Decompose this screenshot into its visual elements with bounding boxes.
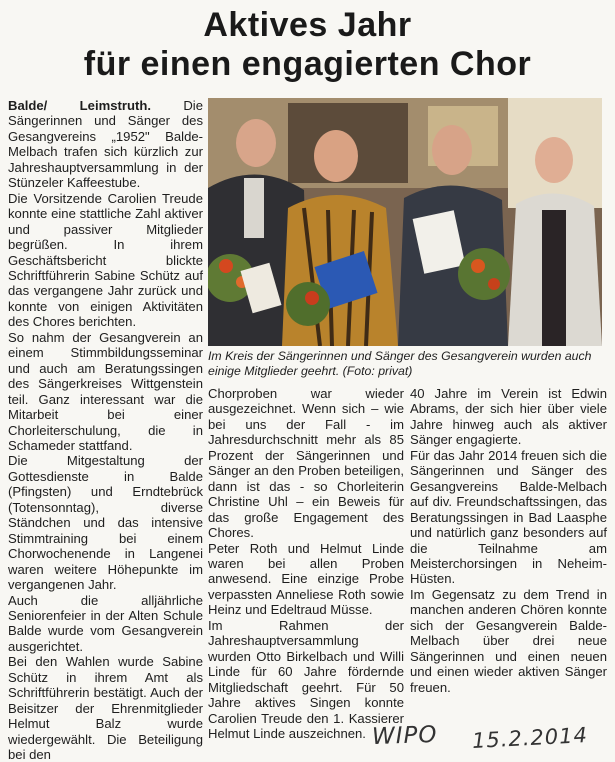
paragraph: Bei den Wahlen wurde Sabine Schütz in ihrem Amt als Schriftführerin bestätigt. Auch der Beisitzer der Ehrenmitglieder Helmut Balz wurde wiedergewählt. Die Beteiligung bei den xyxy=(8,654,203,762)
headline-line-1: Aktives Jahr xyxy=(203,6,412,44)
paragraph: So nahm der Gesangverein an einem Stimmbildungsseminar und auch am Beratungssingen des Sängerkreises Wittgenstein teil. Ganz interessant war die Mitarbeit bei einer Chorleiterschulung, die in Schameder stattfand. xyxy=(8,329,203,453)
article-column-1 xyxy=(8,98,203,762)
paragraph: Balde/ Leimstruth. Die Sängerinnen und Sänger des Gesangvereins „1952" Balde-Melbach trafen sich kürzlich zur Jahreshauptversammlung in der Stünzeler Kaffeestube. xyxy=(8,98,203,191)
paragraph: Peter Roth und Helmut Linde waren bei allen Proben anwesend. Eine einzige Probe verpassten Anneliese Roth sowie Heinz und Edeltraud Müsse. xyxy=(208,540,404,618)
paragraph: 40 Jahre im Verein ist Edwin Abrams, der sich hier über viele Jahre hinweg auch als aktiver Sänger engagierte. xyxy=(410,386,607,448)
paragraph: Im Rahmen der Jahreshauptversammlung wurden Otto Birkelbach und Willi Linde für 60 Jahre fördernde Mitgliedschaft geehrt. Für 50 Jahre aktives Singen konnte Carolien Treude den 1. Kassierer Helmut Linde auszeichnen. xyxy=(208,617,404,741)
headline xyxy=(0,6,615,84)
paragraph: Die Mitgestaltung der Gottesdienste in Balde (Pfingsten) und Erndtebrück (Totensonntag), diverse Ständchen und das intensive Stimmtraining bei einem Chorwochenende in Langenei waren weitere Höhepunkte im vergangenen Jahr. xyxy=(8,453,203,593)
handwritten-source: WIPO xyxy=(371,721,438,751)
headline-line-2: für einen engagierten Chor xyxy=(83,45,532,83)
article-column-3 xyxy=(410,386,607,695)
group-photo xyxy=(208,98,602,346)
paragraph: Die Vorsitzende Carolien Treude konnte eine stattliche Zahl aktiver und passiver Mitglieder begrüßen. In ihrem Geschäftsbericht blickte Schriftführerin Sabine Schütz auf das vergangene Jahr zurück und konnte von einigen Aktivitäten des Chores berichten. xyxy=(8,190,203,330)
paragraph: Chorproben war wieder ausgezeichnet. Wenn sich – wie bei uns der Fall - im Jahresdurchschnitt mehr als 85 Prozent der Sängerinnen und Sänger an den Proben beteiligen, dann ist das - so Chorleiterin Christine Uhl – ein Beweis für das große Engagement des Chores. xyxy=(208,386,404,541)
photo-illustration xyxy=(208,98,602,346)
article-column-2 xyxy=(208,386,404,741)
photo-caption: Im Kreis der Sängerinnen und Sänger des Gesangverein wurden auch einige Mitglieder geehrt. (Foto: privat) xyxy=(208,349,592,378)
paragraph: Im Gegensatz zu dem Trend in manchen anderen Chören konnte sich der Gesangverein Balde-Melbach über drei neue Sängerinnen und einen neuen und einen wieder aktiven Sänger freuen. xyxy=(410,586,607,695)
dateline: Balde/ Leimstruth. xyxy=(8,98,151,113)
paragraph: Für das Jahr 2014 freuen sich die Sängerinnen und Sänger des Gesangvereins Balde-Melbach auf div. Freundschaftssingen, das Beratungssingen in Bad Laasphe und natürlich ganz besonders auf die Teilnahme am Meisterchorsingen in Neheim-Hüsten. xyxy=(410,447,607,587)
handwritten-date: 15.2.2014 xyxy=(471,722,589,754)
paragraph: Auch die alljährliche Seniorenfeier in der Alten Schule Balde wurde vom Gesangverein ausgerichtet. xyxy=(8,592,203,654)
